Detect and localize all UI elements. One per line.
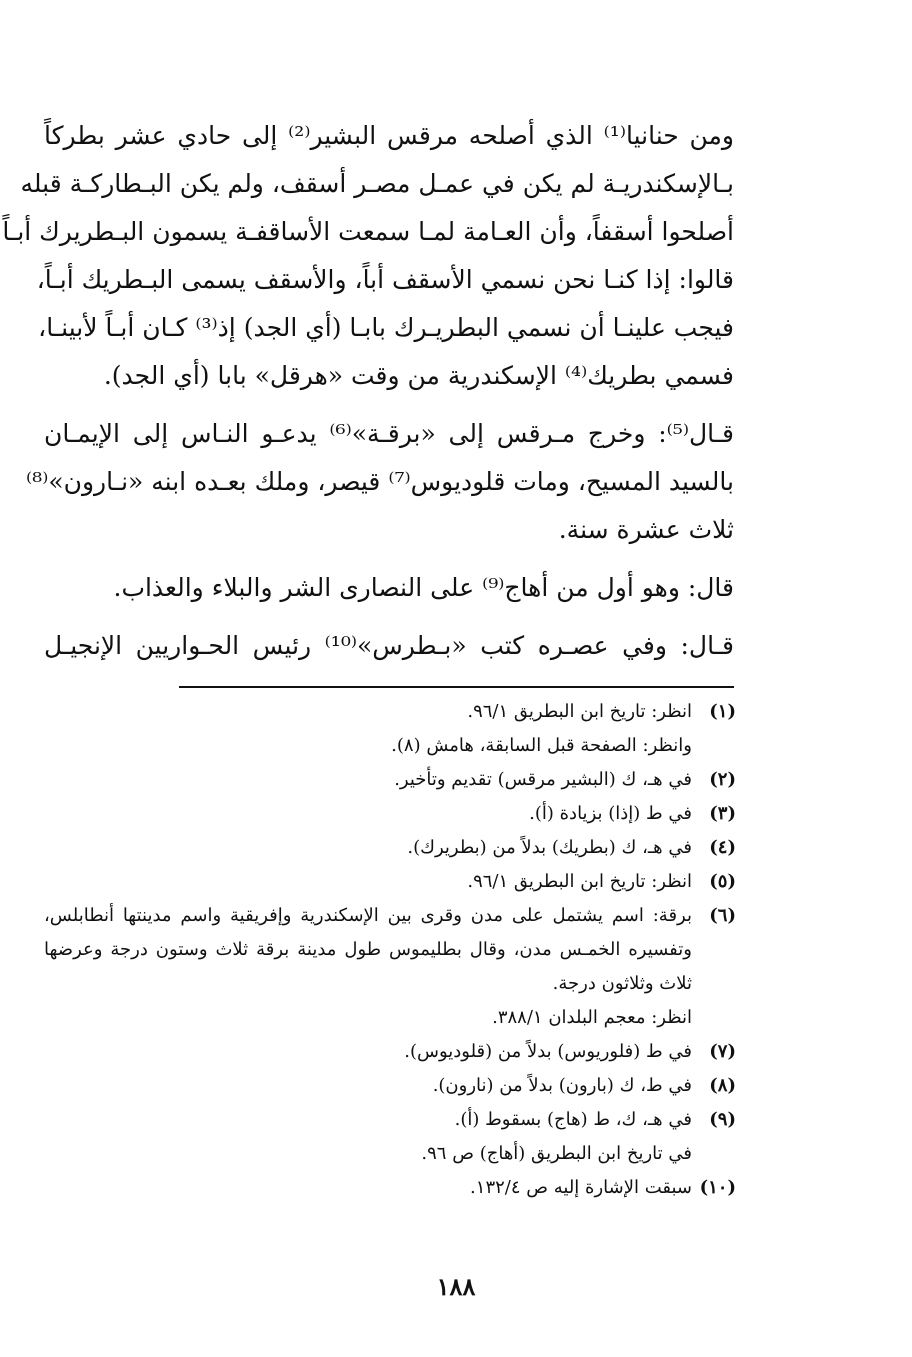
- footnote-10: [44, 1171, 736, 1205]
- footnote-number: (٨): [709, 1075, 736, 1096]
- footnote-2: [44, 763, 736, 797]
- footnote-text: وتفسيره الخمـس مدن، وقال بطليموس طول مدينة برقة ثلاث وستون درجة وعرضها: [44, 939, 692, 960]
- footnote-text: في ط، ك (بارون) بدلاً من (نارون).: [432, 1075, 692, 1096]
- text-line: ثلاث عشرة سنة.: [558, 515, 734, 544]
- footnote-4: [44, 831, 736, 865]
- footnote-7: [44, 1035, 736, 1069]
- footnote-number: (٥): [709, 871, 736, 892]
- paragraph-2: [26, 410, 735, 554]
- paragraph-3: [44, 564, 734, 612]
- footnote-number: (١٠): [699, 1177, 736, 1198]
- footnote-extra: في تاريخ ابن البطريق (أهاج) ص ٩٦.: [421, 1143, 692, 1164]
- footnote-9: [44, 1103, 736, 1137]
- footnote-text: برقة: اسم يشتمل على مدن وقرى بين الإسكندرية وإفريقية واسم مدينتها أنطابلس،: [44, 905, 692, 926]
- text-line: فسمي بطريك⁽⁴⁾ الإسكندرية من وقت «هرقل» بابا (أي الجد).: [103, 361, 734, 390]
- footnote-1: [44, 695, 736, 729]
- footnote-number: (٤): [709, 837, 736, 858]
- text-line: بالسيد المسيح، ومات قلوديوس⁽⁷⁾ قيصر، وملك بعـده ابنه «نـارون»⁽⁸⁾: [26, 467, 734, 496]
- footnote-6: [44, 899, 736, 1001]
- footnote-text: انظر: تاريخ ابن البطريق ٩٦/١.: [467, 701, 692, 722]
- text-line: ومن حنانيا⁽¹⁾ الذي أصلحه مرقس البشير⁽²⁾ إلى حادي عشر بطركاً: [44, 121, 734, 150]
- footnote-text: في ط (إذا) بزيادة (أ).: [529, 803, 692, 824]
- text-line: قال: وهو أول من أهاج⁽⁹⁾ على النصارى الشر والبلاء والعذاب.: [113, 573, 734, 602]
- footnotes: [44, 695, 736, 1205]
- footnote-text: انظر: تاريخ ابن البطريق ٩٦/١.: [467, 871, 692, 892]
- footnote-number: (٦): [709, 905, 736, 926]
- footnote-3: [44, 797, 736, 831]
- text-line: قالوا: إذا كنـا نحن نسمي الأسقف أباً، والأسقف يسمى البـطريك أبـاً،: [36, 265, 734, 294]
- footnote-text: في هـ، ك (البشير مرقس) تقديم وتأخير.: [394, 769, 692, 790]
- footnote-extra: وانظر: الصفحة قبل السابقة، هامش (٨).: [391, 735, 692, 756]
- text-line: أصلحوا أسقفاً، وأن العـامة لمـا سمعت الأساقفـة يسمون البـطريرك أبـاً: [2, 217, 734, 246]
- paragraph-1: [2, 112, 734, 400]
- text-line: قـال: وفي عصـره كتب «بـطرس»⁽¹⁰⁾ رئيس الحـواريين الإنجيـل: [44, 631, 734, 660]
- text-line: بـالإسكندريـة لم يكن في عمـل مصـر أسقف، ولم يكن البـطاركـة قبله: [20, 169, 734, 198]
- footnote-number: (٩): [709, 1109, 736, 1130]
- footnote-number: (٧): [709, 1041, 736, 1062]
- footnote-text: سبقت الإشارة إليه ص ١٣٢/٤.: [470, 1177, 692, 1198]
- footnote-text: في ط (فلوريوس) بدلاً من (قلوديوس).: [404, 1041, 692, 1062]
- footnote-number: (٣): [709, 803, 736, 824]
- footnote-number: (٢): [709, 769, 736, 790]
- footnote-extra: انظر: معجم البلدان ٣٨٨/١.: [492, 1007, 692, 1028]
- paragraph-4: [44, 622, 734, 670]
- footnote-text: في هـ، ك، ط (هاج) بسقوط (أ).: [454, 1109, 692, 1130]
- footnote-text: ثلاث وثلاثون درجة.: [552, 973, 692, 994]
- page-number: ١٨٨: [436, 1272, 476, 1301]
- text-line: فيجب علينـا أن نسمي البطريـرك بابـا (أي الجد) إذ⁽³⁾ كـان أبـاً لأبينـا،: [38, 313, 734, 342]
- main-text: [2, 112, 735, 680]
- footnote-divider: [179, 686, 734, 688]
- footnote-text: في هـ، ك (بطريك) بدلاً من (بطريرك).: [407, 837, 692, 858]
- footnote-number: (١): [709, 701, 736, 722]
- footnote-5: [44, 865, 736, 899]
- footnote-8: [44, 1069, 736, 1103]
- text-line: قـال⁽⁵⁾: وخرج مـرقس إلى «برقـة»⁽⁶⁾ يدعـو النـاس إلى الإيمـان: [44, 419, 735, 448]
